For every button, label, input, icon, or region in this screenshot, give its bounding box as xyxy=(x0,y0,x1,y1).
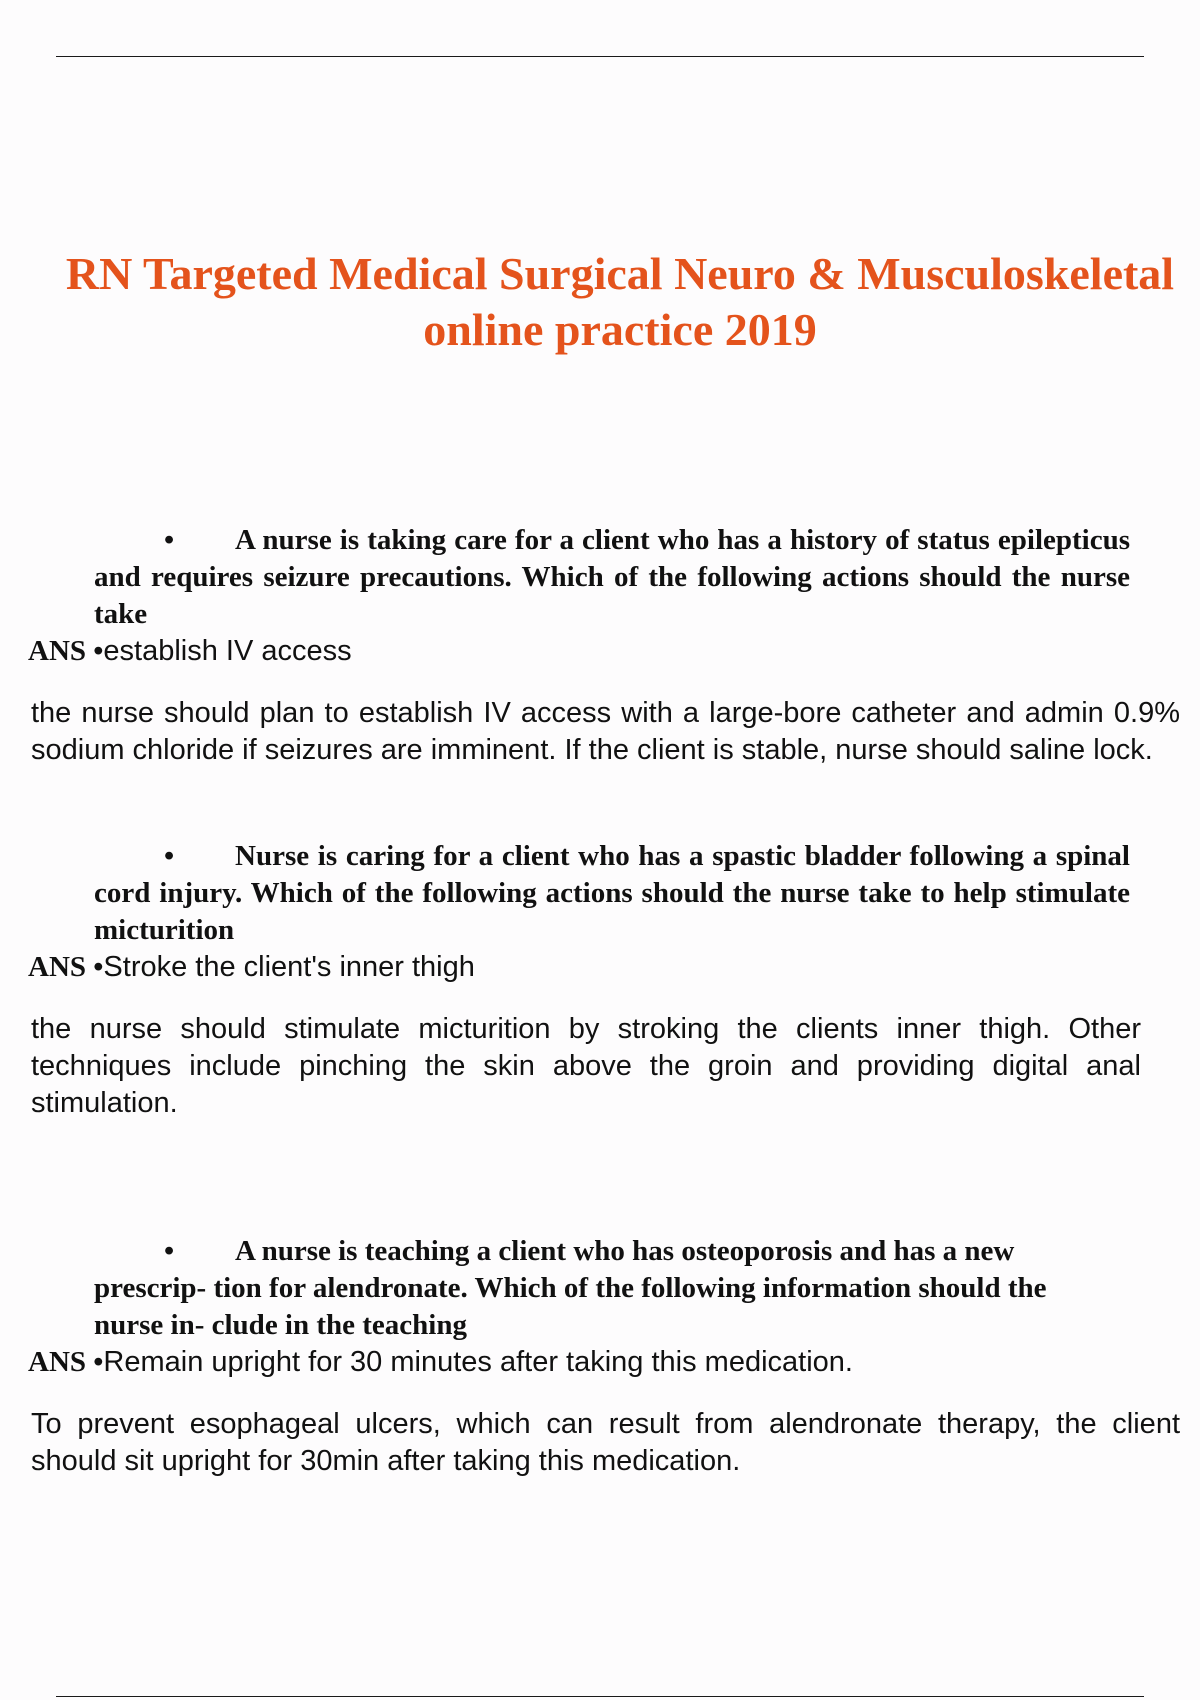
ans-label: ANS xyxy=(28,635,87,667)
answer-line xyxy=(0,633,1200,669)
answer-text: •Remain upright for 30 minutes after taking this medication. xyxy=(93,1346,853,1378)
title-line-2: online practice 2019 xyxy=(423,304,817,355)
question-text: • A nurse is teaching a client who has osteoporosis and has a new prescrip- tion for alendronate. Which of the following information should the nurse in- clude in the teaching xyxy=(94,1235,1047,1341)
answer-text: •establish IV access xyxy=(93,635,352,667)
bottom-rule xyxy=(56,1696,1144,1697)
answer-line xyxy=(0,949,1200,985)
page-title xyxy=(0,246,1200,358)
question-block-1 xyxy=(0,522,1200,769)
answer-line xyxy=(0,1344,1200,1380)
ans-label: ANS xyxy=(28,1346,87,1378)
answer-text: •Stroke the client's inner thigh xyxy=(93,951,475,983)
question-text: • Nurse is caring for a client who has a spastic bladder following a spinal cord injury. Which of the following actions should the nurse take to help stimulate micturition xyxy=(94,840,1130,946)
question-block-3 xyxy=(0,1233,1200,1480)
ans-label: ANS xyxy=(28,951,87,983)
question-block-2 xyxy=(0,838,1200,1122)
rationale-text: To prevent esophageal ulcers, which can result from alendronate therapy, the client should sit upright for 30min after taking this medication. xyxy=(31,1408,1180,1477)
rationale-text: the nurse should plan to establish IV access with a large-bore catheter and admin 0.9% sodium chloride if seizures are imminent. If the client is stable, nurse should saline lock. xyxy=(31,697,1180,766)
title-line-1: RN Targeted Medical Surgical Neuro & Musculoskeletal xyxy=(65,248,1175,299)
top-rule xyxy=(56,56,1144,57)
rationale-text: the nurse should stimulate micturition by stroking the clients inner thigh. Other techniques include pinching the skin above the groin and providing digital anal stimulation. xyxy=(31,1013,1141,1119)
question-text: • A nurse is taking care for a client who has a history of status epilepticus and requires seizure precautions. Which of the following actions should the nurse take xyxy=(94,524,1130,630)
